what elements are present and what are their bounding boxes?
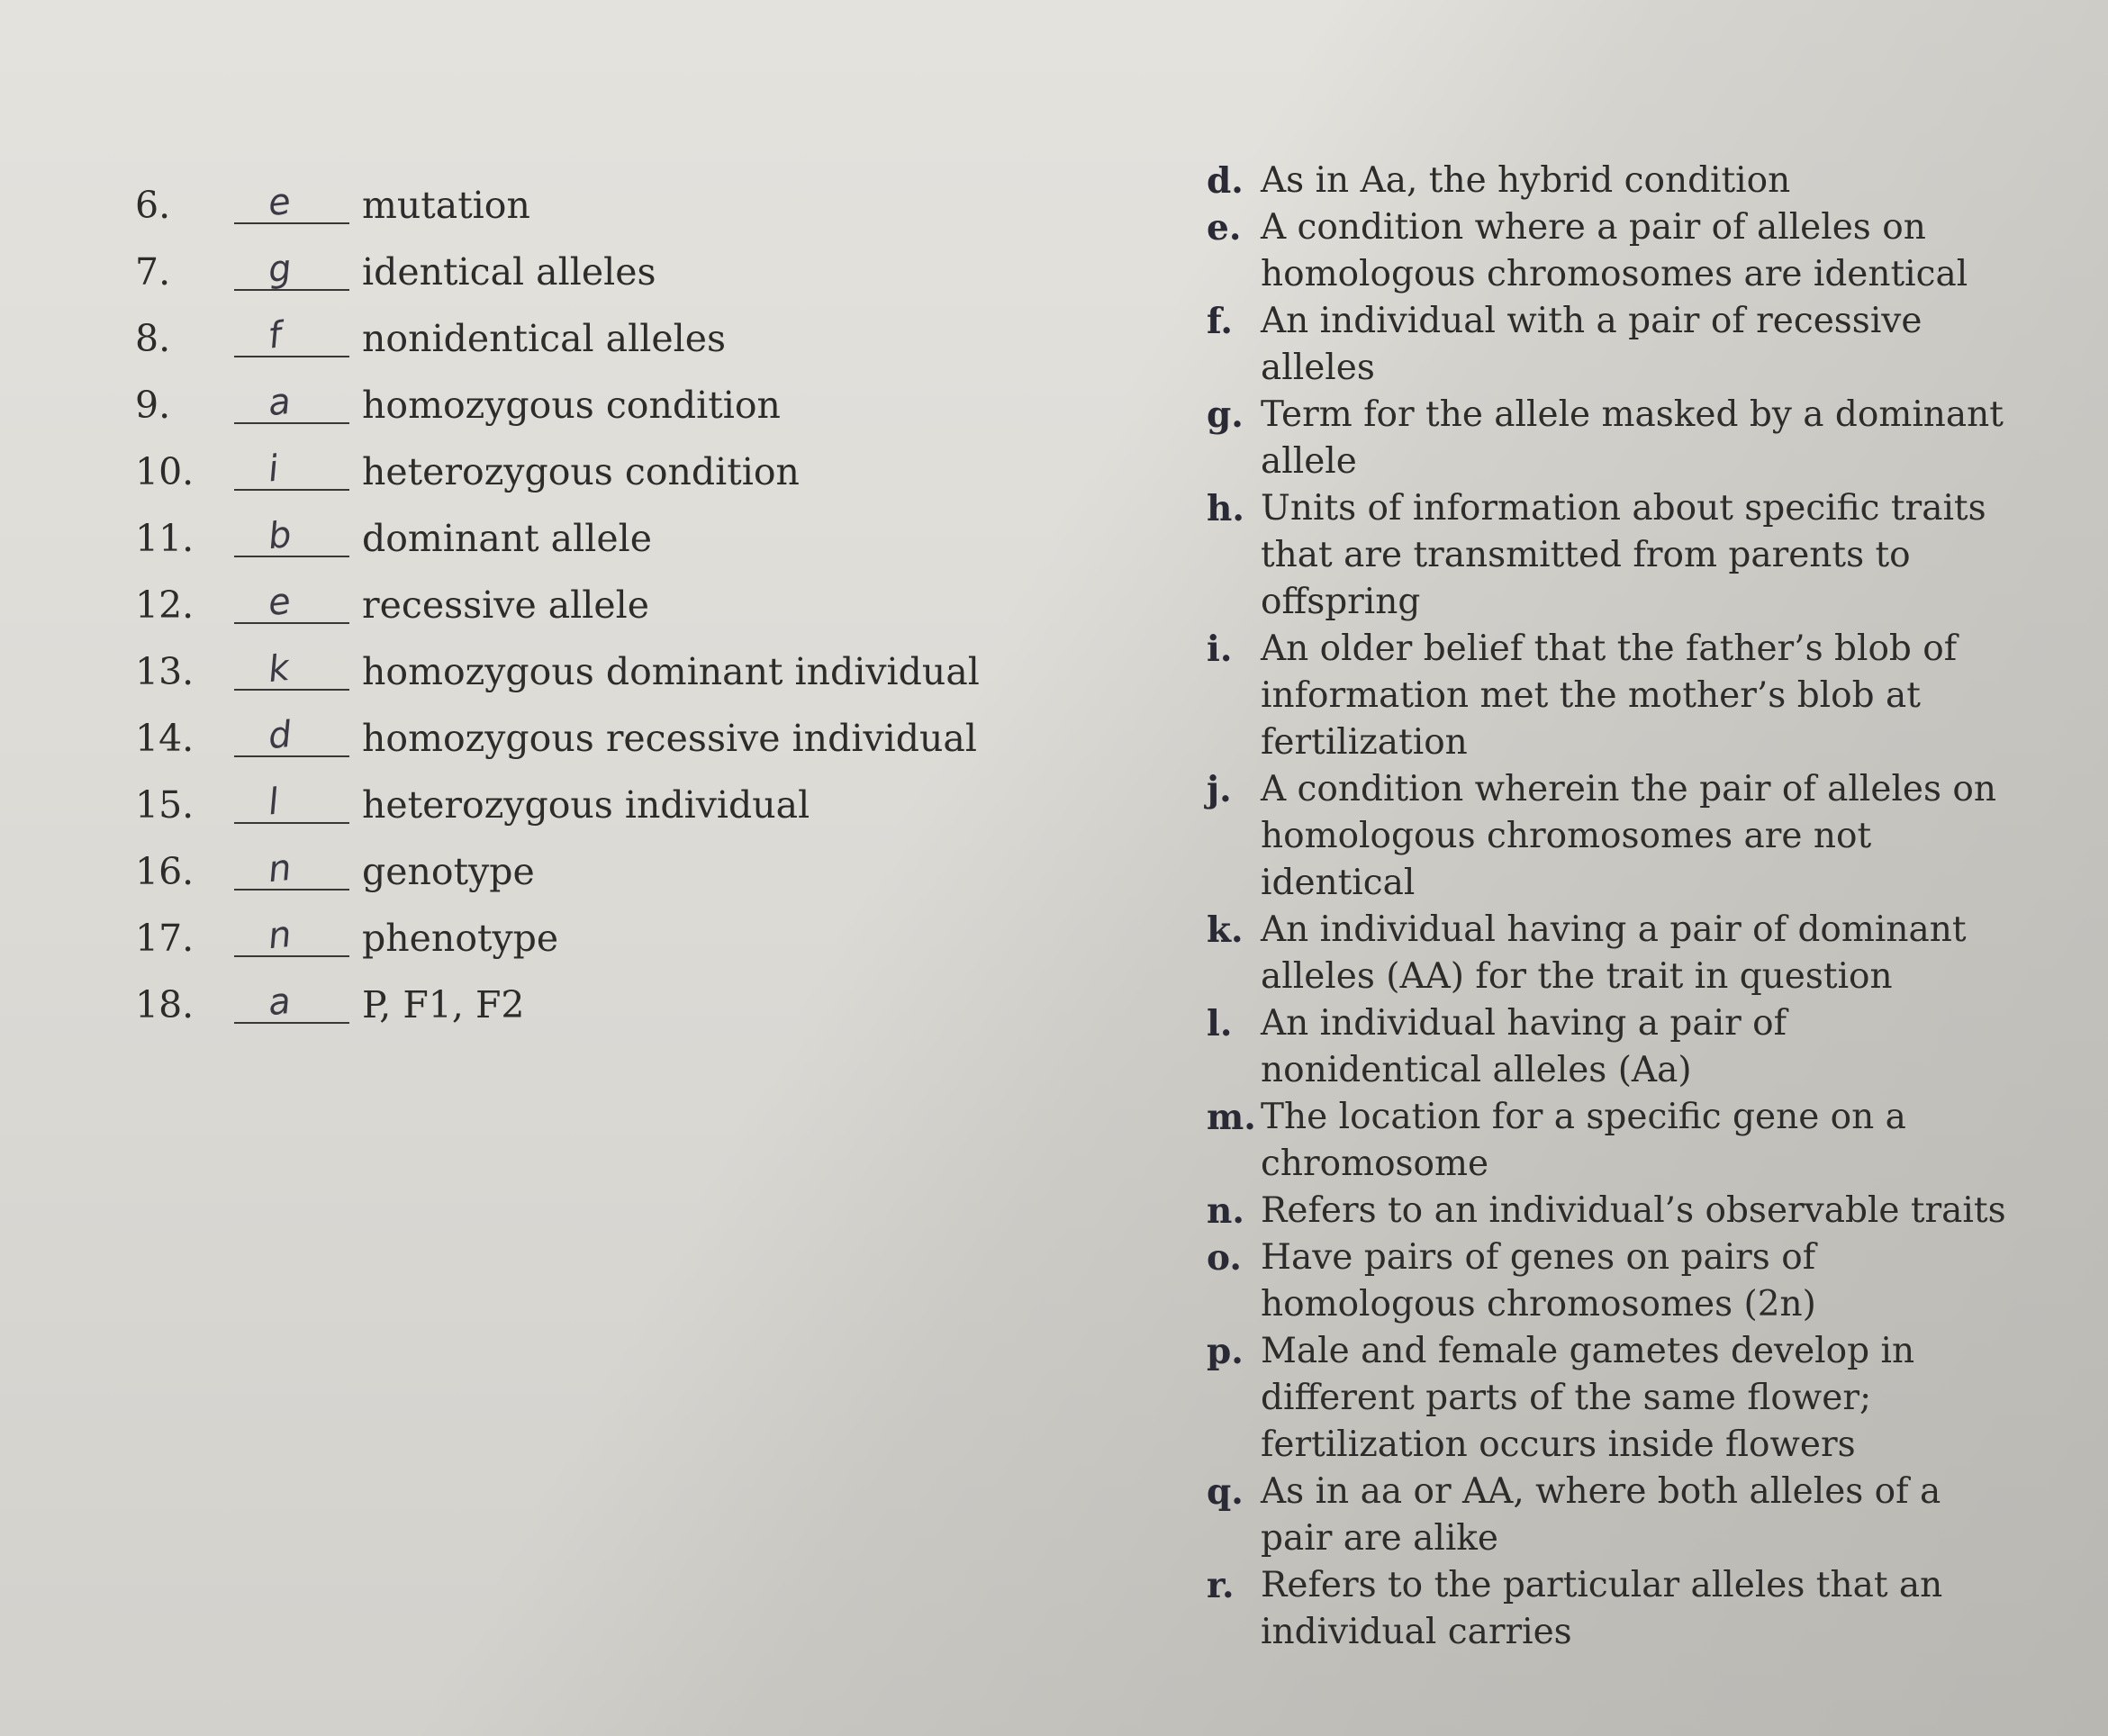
definition-text: Units of information about specific traits that are transmitted from parents to offspring (1261, 488, 1986, 622)
definition-letter: d. (1207, 160, 1244, 202)
definition-letter: o. (1207, 1237, 1242, 1279)
term-text: homozygous dominant individual (362, 650, 980, 693)
definition-item (1207, 1234, 2017, 1328)
definition-item (1207, 907, 2017, 1000)
term-text: recessive allele (362, 583, 650, 627)
match-item (135, 966, 1054, 1024)
match-item (135, 300, 1054, 360)
definition-text: Refers to an individual’s observable traits (1261, 1190, 2006, 1231)
item-number: 7. (135, 250, 171, 294)
handwritten-answer: a (266, 380, 293, 425)
definition-item (1207, 204, 2017, 298)
handwritten-answer: g (266, 247, 294, 292)
answer-blank[interactable] (234, 646, 349, 692)
term-text: nonidentical alleles (362, 317, 727, 360)
answer-blank[interactable] (234, 713, 349, 758)
item-number: 12. (135, 583, 195, 627)
definition-letter: r. (1207, 1565, 1235, 1606)
item-number: 18. (135, 983, 195, 1026)
match-item (135, 566, 1054, 627)
answer-blank[interactable] (234, 249, 349, 291)
term-text: phenotype (362, 917, 559, 960)
definition-letter: h. (1207, 488, 1244, 529)
term-text: dominant allele (362, 517, 652, 560)
definition-text: As in aa or AA, where both alleles of a pair are alike (1261, 1471, 1941, 1559)
definition-text: An individual having a pair of nonidentical alleles (Aa) (1261, 1003, 1787, 1090)
answer-blank[interactable] (234, 513, 349, 558)
definition-item (1207, 1469, 2017, 1562)
answer-blank[interactable] (234, 846, 349, 891)
definitions-column (1207, 158, 2053, 1670)
item-number: 15. (135, 783, 195, 827)
definition-letter: n. (1207, 1190, 1244, 1232)
item-number: 10. (135, 450, 195, 493)
answer-blank[interactable] (234, 316, 349, 357)
handwritten-answer: k (266, 646, 292, 692)
match-item (135, 766, 1054, 827)
term-text: P, F1, F2 (362, 983, 525, 1026)
term-text: heterozygous condition (362, 450, 800, 493)
definition-item (1207, 1562, 2017, 1656)
definition-text: Have pairs of genes on pairs of homologous chromosomes (2n) (1261, 1237, 1816, 1325)
term-text: homozygous recessive individual (362, 717, 977, 760)
item-number: 14. (135, 717, 195, 760)
definition-item (1207, 1094, 2017, 1188)
definition-letter: f. (1207, 301, 1233, 342)
match-item (135, 900, 1054, 960)
definition-text: As in Aa, the hybrid condition (1261, 160, 1791, 201)
answer-blank[interactable] (234, 982, 349, 1024)
terms-column (135, 167, 1054, 1067)
handwritten-answer: n (266, 846, 294, 891)
definition-letter: k. (1207, 909, 1244, 951)
definition-item (1207, 158, 2017, 204)
definition-text: Term for the allele masked by a dominant allele (1261, 394, 2004, 482)
definition-item (1207, 766, 2017, 907)
handwritten-answer: a (266, 980, 293, 1025)
match-item (135, 500, 1054, 560)
definition-text: The location for a specific gene on a chromosome (1261, 1097, 1906, 1184)
definition-item (1207, 1328, 2017, 1469)
item-number: 8. (135, 317, 171, 360)
handwritten-answer: f (266, 314, 284, 357)
definition-letter: q. (1207, 1471, 1244, 1513)
term-text: heterozygous individual (362, 783, 810, 827)
term-text: identical alleles (362, 250, 656, 294)
handwritten-answer: e (266, 580, 293, 625)
definition-letter: j. (1207, 769, 1232, 810)
definition-letter: g. (1207, 394, 1244, 436)
match-item (135, 700, 1054, 760)
definition-text: An individual having a pair of dominant alleles (AA) for the trait in question (1261, 909, 1967, 997)
item-number: 17. (135, 917, 195, 960)
match-item (135, 633, 1054, 691)
definition-item (1207, 1188, 2017, 1234)
definition-letter: i. (1207, 628, 1233, 670)
definition-item (1207, 626, 2017, 766)
definition-item (1207, 392, 2017, 485)
answer-blank[interactable] (234, 782, 349, 824)
handwritten-answer: n (266, 913, 294, 958)
handwritten-answer: d (266, 713, 294, 758)
definition-item (1207, 298, 2017, 392)
item-number: 6. (135, 184, 171, 227)
handwritten-answer: i (266, 448, 281, 491)
term-text: homozygous condition (362, 384, 781, 427)
handwritten-answer: b (266, 513, 294, 558)
term-text: mutation (362, 184, 530, 227)
item-number: 13. (135, 650, 195, 693)
definition-letter: e. (1207, 207, 1242, 249)
item-number: 9. (135, 384, 171, 427)
definition-text: Refers to the particular alleles that an individual carries (1261, 1565, 1943, 1652)
definition-item (1207, 1000, 2017, 1094)
answer-blank[interactable] (234, 449, 349, 491)
definition-letter: l. (1207, 1003, 1233, 1044)
definition-letter: p. (1207, 1331, 1244, 1372)
item-number: 11. (135, 517, 195, 560)
match-item (135, 167, 1054, 227)
definition-text: A condition where a pair of alleles on homologous chromosomes are identical (1261, 207, 1968, 294)
match-item (135, 366, 1054, 427)
definition-text: An individual with a pair of recessive alleles (1261, 301, 1923, 388)
term-text: genotype (362, 850, 535, 893)
item-number: 16. (135, 850, 195, 893)
match-item (135, 833, 1054, 891)
answer-blank[interactable] (234, 580, 349, 625)
definition-letter: m. (1207, 1097, 1256, 1138)
handwritten-answer: e (266, 180, 293, 225)
definition-item (1207, 485, 2017, 626)
definition-text: Male and female gametes develop in different parts of the same flower; fertilization occurs inside flowers (1261, 1331, 1915, 1465)
definition-text: An older belief that the father’s blob of information met the mother’s blob at fertilization (1261, 628, 1958, 763)
definition-text: A condition wherein the pair of alleles on homologous chromosomes are not identical (1261, 769, 1997, 903)
answer-blank[interactable] (234, 913, 349, 958)
match-item (135, 433, 1054, 491)
answer-blank[interactable] (234, 180, 349, 225)
answer-blank[interactable] (234, 380, 349, 425)
match-item (135, 233, 1054, 294)
handwritten-answer: l (266, 781, 281, 824)
